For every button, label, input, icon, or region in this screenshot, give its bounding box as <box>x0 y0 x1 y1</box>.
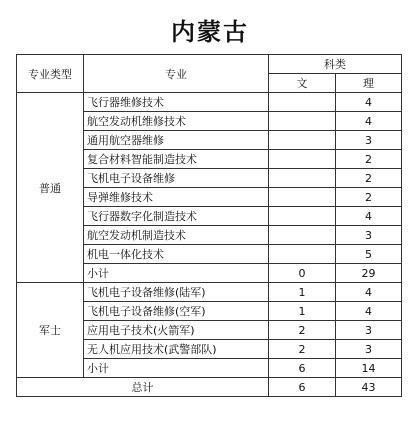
total-label-cell: 总计 <box>17 378 269 397</box>
major-name-cell: 小计 <box>84 359 269 378</box>
li-count-cell: 29 <box>336 264 402 283</box>
major-name-cell: 应用电子技术(火箭军) <box>84 321 269 340</box>
page-title: 内蒙古 <box>171 17 249 46</box>
major-name-cell: 复合材料智能制造技术 <box>84 150 269 169</box>
wen-count-cell <box>269 131 336 150</box>
total-wen-cell: 6 <box>269 378 336 397</box>
li-count-cell: 4 <box>336 283 402 302</box>
li-count-cell: 14 <box>336 359 402 378</box>
header-subject: 科类 <box>269 55 402 74</box>
table-row <box>17 283 402 302</box>
enrollment-table <box>16 54 402 397</box>
wen-count-cell: 0 <box>269 264 336 283</box>
major-name-cell: 导弹维修技术 <box>84 188 269 207</box>
header-row-1 <box>17 55 402 74</box>
major-name-cell: 小计 <box>84 264 269 283</box>
major-name-cell: 飞行器数字化制造技术 <box>84 207 269 226</box>
major-name-cell: 航空发动机制造技术 <box>84 226 269 245</box>
li-count-cell: 4 <box>336 93 402 112</box>
li-count-cell: 4 <box>336 207 402 226</box>
table-row <box>17 93 402 112</box>
wen-count-cell: 2 <box>269 340 336 359</box>
li-count-cell: 4 <box>336 112 402 131</box>
table-body <box>17 55 402 397</box>
header-li: 理 <box>336 74 402 93</box>
major-name-cell: 机电一体化技术 <box>84 245 269 264</box>
total-row <box>17 378 402 397</box>
wen-count-cell <box>269 150 336 169</box>
wen-count-cell: 1 <box>269 302 336 321</box>
li-count-cell: 3 <box>336 321 402 340</box>
li-count-cell: 2 <box>336 150 402 169</box>
li-count-cell: 3 <box>336 340 402 359</box>
wen-count-cell: 6 <box>269 359 336 378</box>
wen-count-cell <box>269 226 336 245</box>
header-wen: 文 <box>269 74 336 93</box>
major-name-cell: 无人机应用技术(武警部队) <box>84 340 269 359</box>
li-count-cell: 2 <box>336 169 402 188</box>
li-count-cell: 3 <box>336 226 402 245</box>
header-major: 专业 <box>84 55 269 93</box>
wen-count-cell: 1 <box>269 283 336 302</box>
li-count-cell: 2 <box>336 188 402 207</box>
major-name-cell: 飞机电子设备维修(陆军) <box>84 283 269 302</box>
major-name-cell: 航空发动机维修技术 <box>84 112 269 131</box>
li-count-cell: 4 <box>336 302 402 321</box>
category-cell: 普通 <box>17 93 84 283</box>
wen-count-cell <box>269 112 336 131</box>
major-name-cell: 飞行器维修技术 <box>84 93 269 112</box>
total-li-cell: 43 <box>336 378 402 397</box>
li-count-cell: 5 <box>336 245 402 264</box>
li-count-cell: 3 <box>336 131 402 150</box>
category-cell: 军士 <box>17 283 84 378</box>
wen-count-cell <box>269 245 336 264</box>
wen-count-cell: 2 <box>269 321 336 340</box>
wen-count-cell <box>269 207 336 226</box>
major-name-cell: 飞机电子设备维修(空军) <box>84 302 269 321</box>
wen-count-cell <box>269 169 336 188</box>
major-name-cell: 飞机电子设备维修 <box>84 169 269 188</box>
wen-count-cell <box>269 188 336 207</box>
major-name-cell: 通用航空器维修 <box>84 131 269 150</box>
wen-count-cell <box>269 93 336 112</box>
header-type: 专业类型 <box>17 55 84 93</box>
